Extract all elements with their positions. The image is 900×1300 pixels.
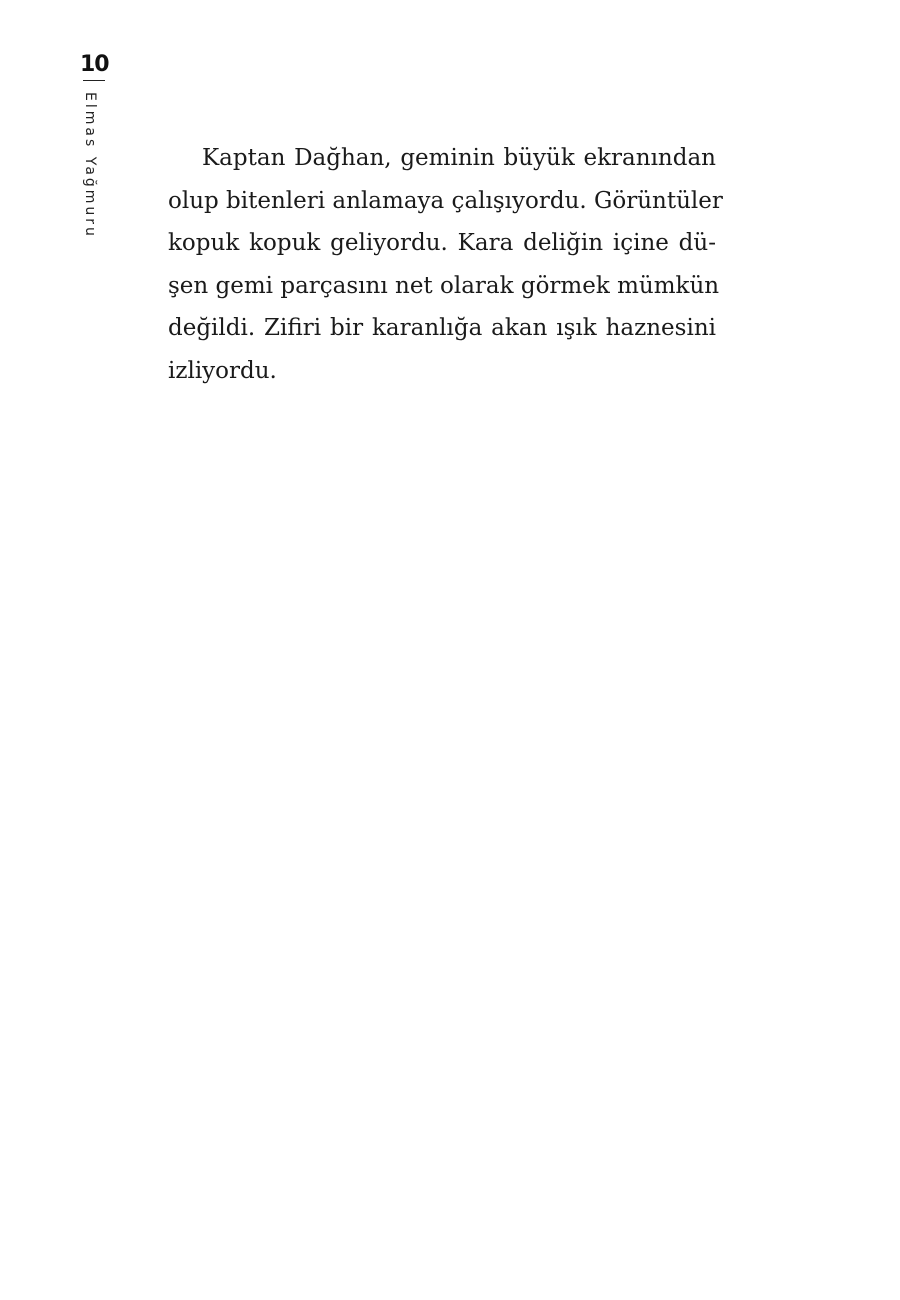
- paragraph-line: olup bitenleri anlamaya çalışıyordu. Görüntüler: [168, 187, 723, 214]
- paragraph-line: izliyordu.: [168, 357, 277, 384]
- page-number: 10: [80, 52, 109, 77]
- header-divider: [83, 80, 105, 81]
- body-paragraph: [168, 137, 723, 393]
- paragraph-line: Kaptan Dağhan, geminin büyük ekranından: [202, 145, 716, 171]
- paragraph-line: kopuk kopuk geliyordu. Kara deliğin içine dü-: [168, 230, 716, 257]
- paragraph-line: değildi. Zifiri bir karanlığa akan ışık haznesini: [168, 315, 716, 342]
- paragraph-line: şen gemi parçasını net olarak görmek mümkün: [168, 272, 720, 299]
- running-head-book-title: Elmas Yağmuru: [82, 92, 98, 239]
